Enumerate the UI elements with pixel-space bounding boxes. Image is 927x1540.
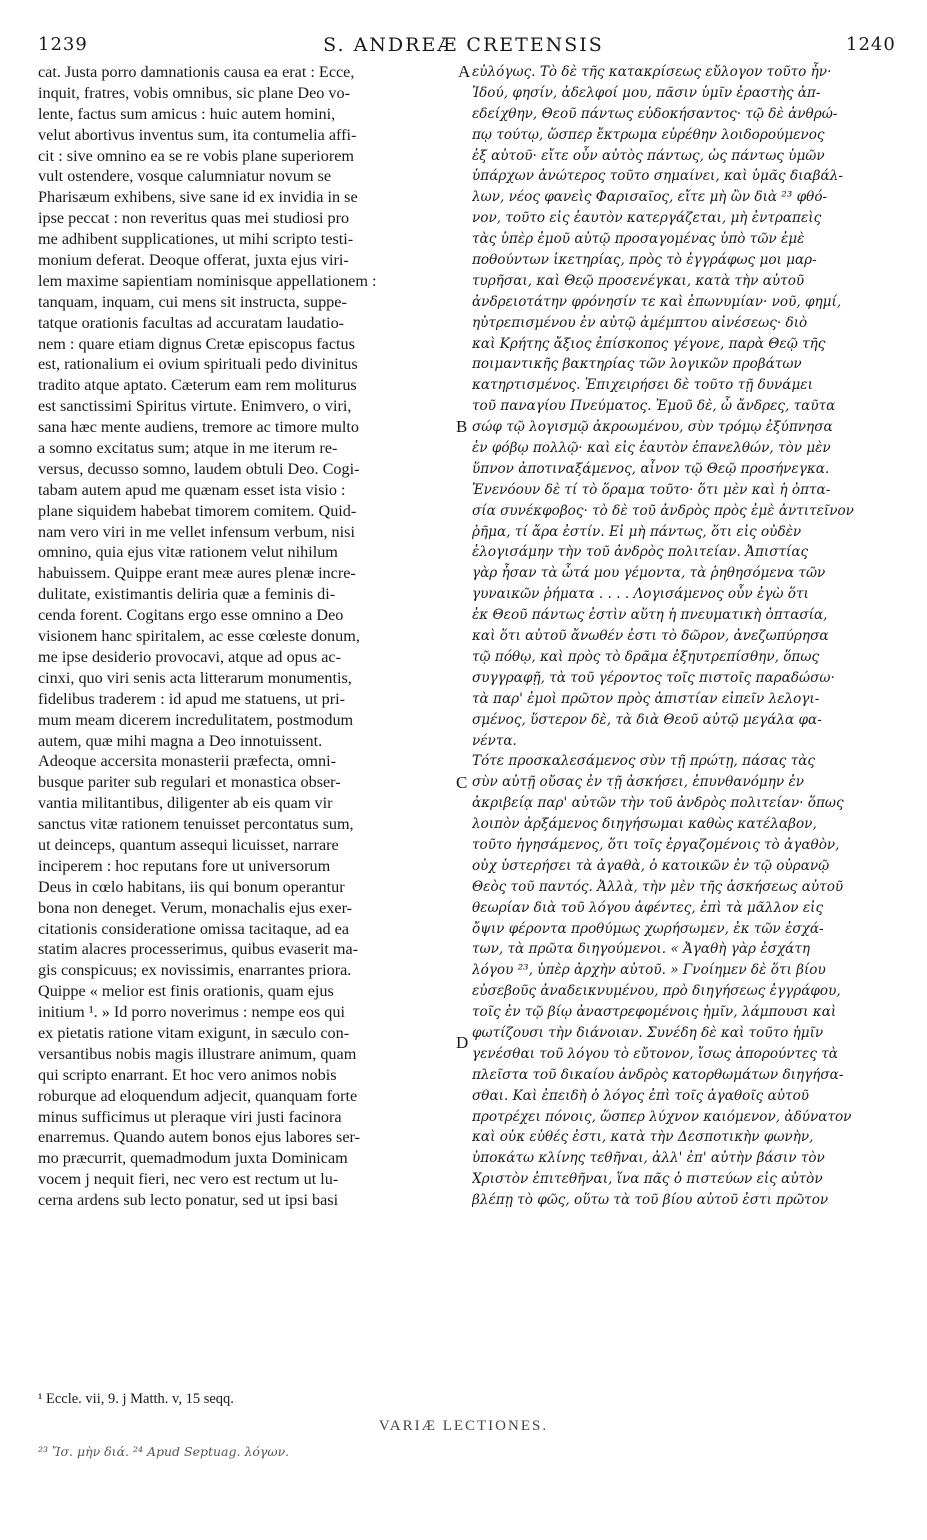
text-line: ἐν φόβῳ πολλῷ· καὶ εἰς ἑαυτὸν ἐπανελθών, τὸν μὲν bbox=[472, 440, 831, 457]
text-line: των, τὰ πρῶτα διηγούμενοι. « Ἀγαθὴ γὰρ ἐσχάτη bbox=[472, 941, 811, 958]
text-line: tabam autem apud me quænam esset ista visio : bbox=[38, 480, 346, 499]
text-line: cit : sive omnino ea se re vobis plane superiorem bbox=[38, 146, 355, 165]
text-line: versus, decusso somno, laudem obtuli Deo. Cogi- bbox=[38, 459, 360, 478]
text-line: τῷ πόθῳ, καὶ πρὸς τὸ δρᾶμα ἐξηυτρεπίσθην, ὅπως bbox=[472, 648, 820, 665]
text-line: σὺν αὐτῇ οὔσας ἐν τῇ ἀσκήσει, ἐπυνθανόμην ἐν bbox=[472, 774, 805, 791]
text-line: τὰ παρ' ἐμοὶ πρῶτον πρὸς ἀπιστίαν εἰπεῖν λελογι- bbox=[472, 690, 820, 707]
text-line: ποθούντων ἱκετηρίας, πρὸς τὸ ἐγγράφως μοι μαρ- bbox=[472, 252, 817, 269]
text-line: ηὐτρεπισμένου ἐν αὐτῷ ἀμέμπτου αἰνέσεως· διὸ bbox=[472, 314, 808, 331]
text-line: ῥῆμα, τί ἄρα ἐστίν. Εἰ μὴ πάντως, ὅτι εἰς οὐδὲν bbox=[472, 523, 802, 540]
text-line: initium ¹. » Id porro noverimus : nempe eos qui bbox=[38, 1003, 345, 1022]
text-line: qui scripto enarrant. Et hoc vero animos nobis bbox=[38, 1065, 337, 1084]
text-line: sanctus vitæ rationem tenuisset percontatus sum, bbox=[38, 815, 354, 834]
section-marker-c: C bbox=[456, 773, 468, 792]
text-line: πῳ τούτῳ, ὥσπερ ἔκτρωμα εὑρέθην λοιδορούμενος bbox=[472, 126, 825, 143]
text-line: ὑποκάτω κλίνης τεθῆναι, ἀλλ' ἐπ' αὐτὴν βάσιν τὸν bbox=[472, 1150, 825, 1167]
text-line: inquit, fratres, vobis omnibus, sic plane Deo vo- bbox=[38, 83, 351, 102]
text-line: βλέπῃ τὸ φῶς, οὕτω τὰ τοῦ βίου αὐτοῦ ἐστι πρῶτον bbox=[472, 1192, 829, 1209]
text-line: σώφ τῷ λογισμῷ ἀκροωμένου, σὺν τρόμῳ ἐξύπνησα bbox=[472, 419, 833, 436]
text-line: citationis consideratione omissa tacitaque, ad ea bbox=[38, 919, 350, 938]
text-line: γὰρ ἦσαν τὰ ὦτά μου γέμοντα, τὰ ῥηθησόμενα τῶν bbox=[472, 565, 826, 582]
text-line: statim alacres processerimus, quibus evaserit ma- bbox=[38, 940, 359, 959]
text-line: ipse peccat : non reveritus quas mei studiosi pro bbox=[38, 209, 350, 228]
text-line: σθαι. Καὶ ἐπειδὴ ὁ λόγος ἐπὶ τοῖς ἀγαθοῖς αὐτοῦ bbox=[472, 1087, 810, 1104]
page-header bbox=[0, 0, 927, 58]
text-line: γενέσθαι τοῦ λόγου τὸ εὔτονον, ἴσως ἀπορούντες τὰ bbox=[472, 1045, 838, 1062]
text-line: εὐσεβοῦς ἀναδεικνυμένου, πρὸ διηγήσεως ἐγγράφου, bbox=[472, 983, 841, 1000]
text-line: me ipse desiderio provocavi, atque ad opus ac- bbox=[38, 647, 341, 666]
text-line: cat. Justa porro damnationis causa ea erat : Ecce, bbox=[38, 63, 355, 81]
text-line: ποιμαντικῆς βακτηρίας τῶν λογικῶν προβάτων bbox=[472, 356, 802, 373]
text-line: roburque ad eloquendum adjecit, quanquam forte bbox=[38, 1086, 358, 1105]
text-line: ὕπνον ἀποτιναξάμενος, αἶνον τῷ Θεῷ προσήνεγκα. bbox=[472, 460, 830, 477]
text-line: versantibus nobis magis illustrare animum, quam bbox=[38, 1044, 357, 1063]
text-line: minus sufficimus ut pleraque viri justi facinora bbox=[38, 1107, 342, 1126]
right-page-number: 1240 bbox=[846, 34, 896, 55]
text-line: gis conspicuus; ex novissimis, enarrantes priora. bbox=[38, 961, 352, 980]
text-line: τοῦτο ἡγησάμενος, ὅτι τοῖς ἐργαζομένοις τὸ ἀγαθὸν, bbox=[472, 836, 840, 853]
text-line: cerna ardens sub lecto ponatur, sed ut ipsi basi bbox=[38, 1191, 339, 1210]
text-line: σμένος, ὕστερον δὲ, τὰ διὰ Θεοῦ αὐτῷ μεγάλα φα- bbox=[472, 711, 822, 728]
text-line: tradito atque aptato. Cæterum eam rem moliturus bbox=[38, 376, 357, 395]
text-line: ut deinceps, quantum assequi licuisset, narrare bbox=[38, 835, 339, 854]
text-line: busque pariter sub regulari et monastica obser- bbox=[38, 773, 341, 792]
text-line: συγγραφῇ, τὰ τοῦ γέροντος τοῖς πιστοῖς παραδώσω· bbox=[472, 669, 835, 686]
text-line: ἀνδρειοτάτην φρόνησίν τε καὶ ἐπωνυμίαν· νοῦ, φημί, bbox=[472, 293, 842, 310]
text-line: ex pietatis ratione vitam exigunt, in sæculo con- bbox=[38, 1023, 350, 1042]
greek-column bbox=[472, 62, 892, 1211]
text-line: τοῖς ἐν τῷ βίῳ ἀναστρεφομένοις ἡμῖν, λάμπουσι καὶ bbox=[472, 1004, 837, 1021]
text-line: εὐλόγως. Τὸ δὲ τῆς κατακρίσεως εὔλογον τοῦτο ἦν· bbox=[472, 64, 832, 80]
text-line: σία συνέκφοβος· τὸ δὲ τοῦ ἀνδρὸς πρὸς ἐμὲ ἀντιτεῖνον bbox=[472, 502, 854, 519]
left-page-number: 1239 bbox=[38, 34, 88, 55]
text-line: κατηρτισμένος. Ἐπιχειρήσει δὲ τοῦτο τῇ δυνάμει bbox=[472, 377, 813, 394]
text-line: tatque orationis facultas ad accuratam laudatio- bbox=[38, 313, 345, 332]
section-marker-d: D bbox=[456, 1033, 469, 1052]
text-line: ἐξ αὐτοῦ· εἴτε οὖν αὐτὸς πάντως, ὡς πάντως ὑμῶν bbox=[472, 147, 825, 164]
text-line: Ἰδού, φησίν, ἀδελφοί μου, πᾶσιν ὑμῖν ἐραστὴς ἀπ- bbox=[472, 84, 821, 101]
text-line: inciperem : hoc reputans fore ut universorum bbox=[38, 856, 331, 875]
text-line: omnino, quia ejus vitæ rationem velut nihilum bbox=[38, 543, 338, 562]
text-line: nem : quare etiam dignus Cretæ episcopus factus bbox=[38, 334, 355, 353]
text-line: lente, factus sum amicus : huic autem homini, bbox=[38, 104, 336, 123]
section-marker-a: A bbox=[458, 62, 471, 81]
text-line: monium deferat. Deoque offerat, juxta ejus viri- bbox=[38, 251, 349, 270]
text-line: θεωρίαν διὰ τοῦ λόγου ἀφέντες, ἐπὶ τὰ μᾶλλον εἰς bbox=[472, 899, 824, 916]
text-line: plane siquidem habebat timorem comitem. Quid- bbox=[38, 501, 357, 520]
variae-lectiones-text: ²³ Ἴσ. μὴν διά. ²⁴ Apud Septuag. λόγων. bbox=[38, 1444, 290, 1459]
text-line: cenda forent. Cogitans ergo esse omnino a Deo bbox=[38, 606, 344, 625]
text-line: vantia militantibus, diligenter ab eis quam vir bbox=[38, 794, 333, 813]
text-line: lem maxime sapientiam nominisque appellationem : bbox=[38, 271, 377, 290]
text-line: nam vero viri in me vellet infensum verbum, nisi bbox=[38, 522, 355, 541]
text-line: εδείχθην, Θεοῦ πάντως εὐδοκήσαντος· τῷ δὲ ἀνθρώ- bbox=[472, 105, 838, 122]
text-line: καὶ Κρήτης ἄξιος ἐπίσκοπος γέγονε, παρὰ Θεῷ τῆς bbox=[472, 335, 826, 352]
text-line: tanquam, inquam, cui mens sit instructa, suppe- bbox=[38, 292, 347, 311]
text-line: est sanctissimi Spiritus virtute. Enimvero, o viri, bbox=[38, 397, 352, 416]
text-line: a somno excitatus sum; atque in me iterum re- bbox=[38, 439, 338, 458]
text-line: me adhibent supplicationes, ut mihi scripto testi- bbox=[38, 230, 354, 249]
text-line: Θεὸς τοῦ παντός. Ἀλλὰ, τὴν μὲν τῆς ἀσκήσεως αὐτοῦ bbox=[472, 878, 844, 895]
text-line: τοῦ παναγίου Πνεύματος. Ἐμοῦ δὲ, ὦ ἄνδρες, ταῦτα bbox=[472, 398, 836, 415]
text-line: νέντα. bbox=[472, 732, 517, 749]
text-line: Quippe « melior est finis orationis, quam ejus bbox=[38, 982, 334, 1001]
text-line: λων, νέος φανεὶς Φαρισαῖος, εἴτε μὴ ὢν διὰ ²³ φθό- bbox=[472, 189, 828, 206]
text-line: sana hæc mente audiens, tremore ac timore multo bbox=[38, 418, 359, 437]
text-line: visionem hanc spiritalem, ac esse cœleste donum, bbox=[38, 627, 360, 646]
text-line: vocem j nequit fieri, nec vero est rectum ut lu- bbox=[38, 1170, 339, 1189]
text-line: πλεῖστα τοῦ δικαίου ἀνδρὸς κατορθωμάτων διηγήσα- bbox=[472, 1066, 844, 1083]
text-line: καὶ οὐκ εὐθές ἐστι, κατὰ τὴν Δεσποτικὴν φωνὴν, bbox=[472, 1129, 814, 1146]
footnotes: ¹ Eccle. vii, 9. j Matth. v, 15 seqq. bbox=[38, 1391, 234, 1407]
text-line: est, rationalium ei ovium spirituali pedo divinitus bbox=[38, 355, 358, 374]
text-line: ἀκριβείᾳ παρ' αὐτῶν τὴν τοῦ ἀνδρὸς πολιτείαν· ὅπως bbox=[472, 795, 844, 812]
text-line: προτρέχει πόνοις, ὥσπερ λύχνον καιόμενον, ἀδύνατον bbox=[472, 1108, 852, 1125]
text-line: Χριστὸν ἐπιτεθῆναι, ἵνα πᾶς ὁ πιστεύων εἰς αὐτὸν bbox=[472, 1171, 823, 1188]
text-line: mum meam dicerem incredulitatem, postmodum bbox=[38, 710, 354, 729]
text-line: φωτίζουσι τὴν διάνοιαν. Συνέδη δὲ καὶ τοῦτο ἡμῖν bbox=[472, 1024, 824, 1041]
text-line: καὶ ὅτι αὐτοῦ ἄνωθέν ἐστι τὸ δῶρον, ἀνεζωπύρησα bbox=[472, 628, 829, 645]
latin-column bbox=[38, 62, 458, 1211]
text-line: cinxi, quo viri senis acta litterarum monumentis, bbox=[38, 668, 352, 687]
text-line: γυναικῶν ῥήματα . . . . Λογισάμενος οὖν ἐγὼ ὅτι bbox=[472, 586, 809, 603]
text-line: οὐχ ὑστερήσει τὰ ἀγαθὰ, ὁ κατοικῶν ἐν τῷ οὐρανῷ bbox=[472, 857, 830, 874]
text-line: τυρῆσαι, καὶ Θεῷ προσενέγκαι, κατὰ τὴν αὐτοῦ bbox=[472, 272, 805, 289]
text-line: ἐκ Θεοῦ πάντως ἐστὶν αὕτη ἡ πνευματικὴ ὀπτασία, bbox=[472, 607, 828, 624]
text-line: vult ostendere, vosque calumniatur novum se bbox=[38, 167, 332, 186]
text-line: Pharisæum exhibens, sive sane id ex invidia in se bbox=[38, 188, 358, 207]
text-line: Adeoque accersita monasterii præfecta, omni- bbox=[38, 752, 336, 771]
text-line: autem, quæ mihi magna a Deo innotuissent. bbox=[38, 731, 323, 750]
text-line: νον, τοῦτο εἰς ἑαυτὸν κατεργάζεται, μὴ ἐντραπεὶς bbox=[472, 210, 822, 227]
running-title: S. ANDREÆ CRETENSIS bbox=[323, 34, 604, 56]
text-line: dulitate, existimantis deliria quæ a feminis di- bbox=[38, 585, 336, 604]
variae-lectiones-title: VARIÆ LECTIONES. bbox=[378, 1418, 549, 1434]
text-line: ἐλογισάμην τὴν τοῦ ἀνδρὸς πολιτείαν. Ἀπιστίας bbox=[472, 544, 809, 561]
text-line: λοιπὸν ἀρξάμενος διηγήσωμαι καθὼς κατέλαβον, bbox=[472, 816, 817, 833]
text-line: bona non deneget. Verum, monachalis ejus exer- bbox=[38, 898, 353, 917]
text-line: λόγου ²³, ὑπὲρ ἀρχὴν αὐτοῦ. » Γνοίημεν δὲ ὅτι βίου bbox=[472, 962, 826, 979]
text-line: ὄψιν φέροντα προθύμως χωρήσωμεν, ἐκ τῶν ἐσχά- bbox=[472, 920, 824, 937]
text-line: enarremus. Quando autem bonos ejus labores ser- bbox=[38, 1128, 360, 1147]
text-line: τὰς ὑπὲρ ἐμοῦ αὐτῷ προσαγομένας ὑπὸ τῶν ἐμὲ bbox=[472, 231, 805, 248]
text-line: Ἐνενόουν δὲ τί τὸ ὅραμα τοῦτο· ὅτι μὲν καὶ ἡ ὀπτα- bbox=[472, 481, 831, 498]
text-line: habuissem. Quippe erant meæ aures plenæ incre- bbox=[38, 564, 356, 583]
text-line: Τότε προσκαλεσάμενος σὺν τῇ πρώτῃ, πάσας τὰς bbox=[472, 753, 816, 770]
section-marker-b: B bbox=[456, 417, 468, 436]
text-line: ὑπάρχων ἀνώτερος τοῦτο σημαίνει, καὶ ὑμᾶς διαβάλ- bbox=[472, 168, 843, 185]
text-line: velut abortivus inventus sum, ita contumelia affi- bbox=[38, 125, 357, 144]
text-line: fidelibus traderem : id apud me statuens, ut pri- bbox=[38, 689, 346, 708]
text-line: Deus in cœlo habitans, iis qui bonum operantur bbox=[38, 877, 345, 896]
text-line: mo præcurrit, quemadmodum juxta Dominicam bbox=[38, 1149, 348, 1168]
